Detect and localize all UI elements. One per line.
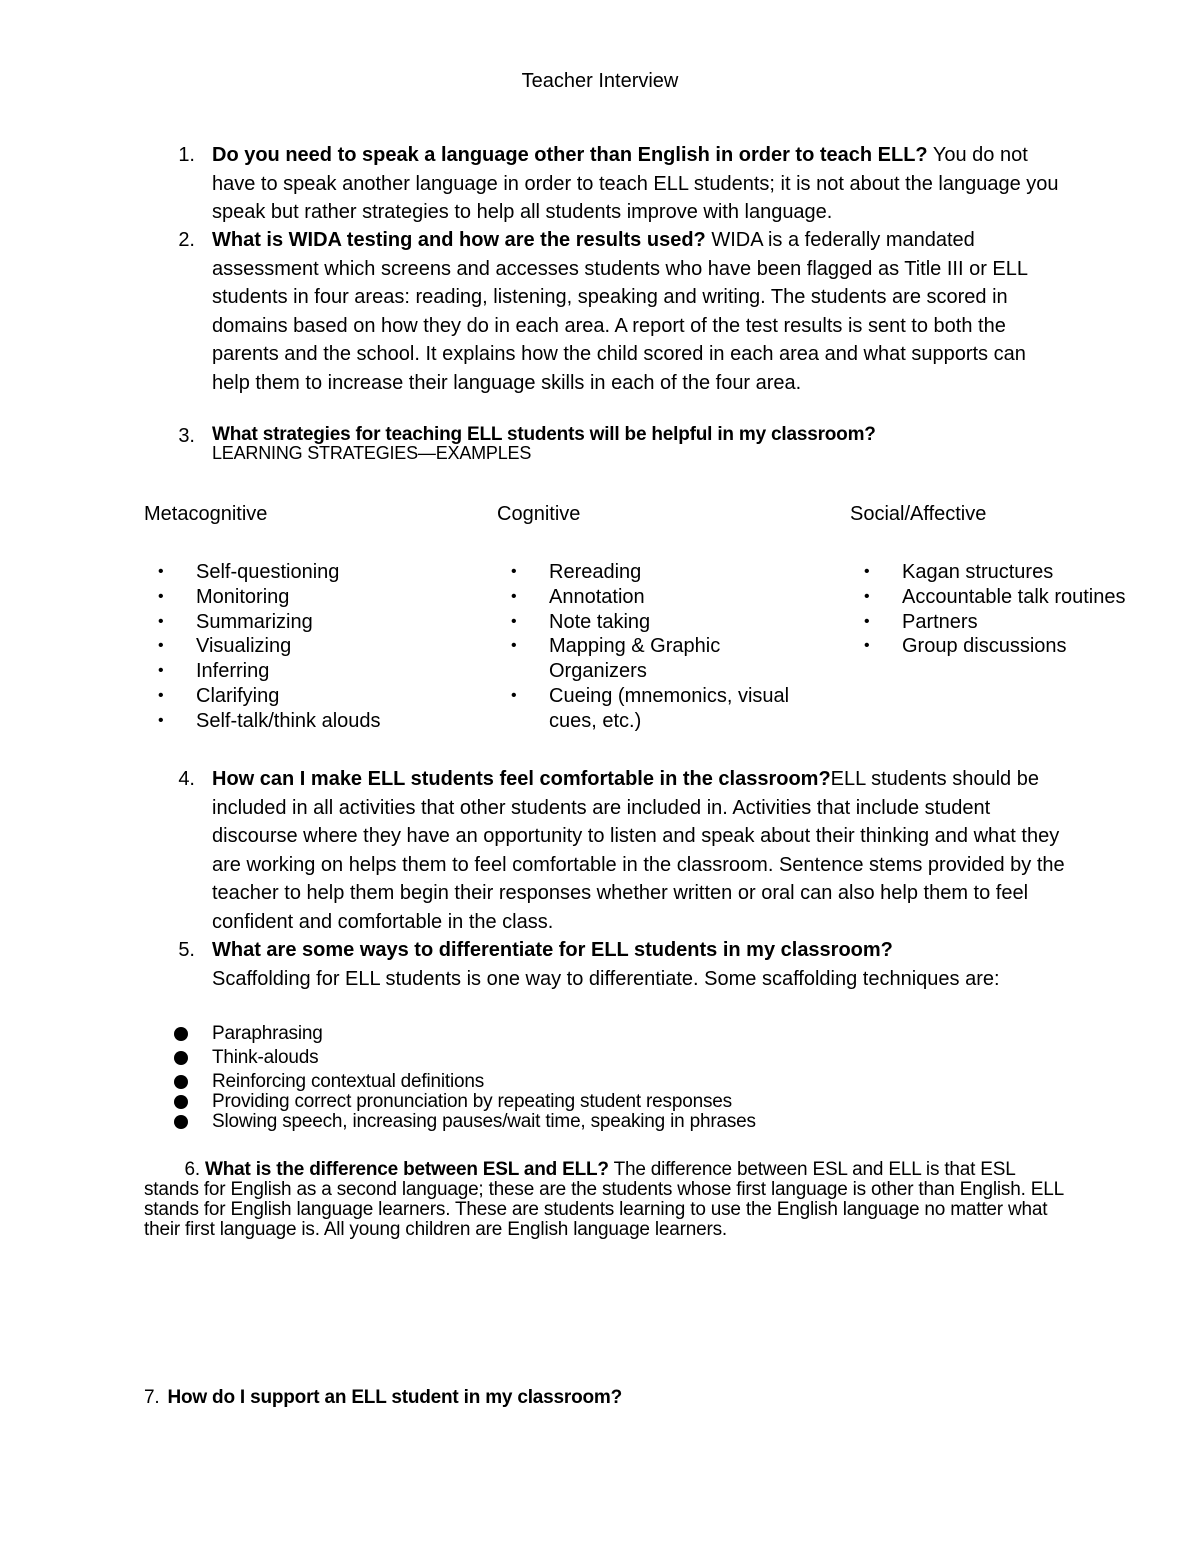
- bullet-icon: •: [158, 711, 164, 729]
- q6-question: What is the difference between ESL and ELL?: [205, 1159, 609, 1180]
- q3-question: What strategies for teaching ELL students will be helpful in my classroom?: [212, 424, 876, 445]
- bullet-icon: [174, 1027, 188, 1041]
- list-item: Slowing speech, increasing pauses/wait time, speaking in phrases: [212, 1112, 1112, 1132]
- list-item: • Note taking: [511, 610, 651, 633]
- page-title: Teacher Interview: [521, 70, 679, 92]
- list-item: • Self-questioning: [158, 561, 340, 583]
- q2-number: 2.: [178, 229, 195, 251]
- cognitive-list: [511, 560, 819, 734]
- list-item: • Rereading: [511, 561, 642, 583]
- q3-subheading: LEARNING STRATEGIES—EXAMPLES: [212, 443, 532, 463]
- bullet-icon: •: [864, 563, 870, 580]
- list-item: • Monitoring: [158, 585, 290, 608]
- bullet-icon: •: [511, 686, 517, 704]
- list-item: • Accountable talk routines: [864, 585, 1126, 608]
- bullet-icon: •: [158, 587, 164, 605]
- list-item: • Inferring: [158, 660, 270, 683]
- q6-answer: The difference between ESL and ELL is that ESL stands for English as a second language; these are the students whose first language is other than English. ELL stands for English language learners. These are students learning to use the English language no matter what their first language is. All young children are English language learners.: [144, 1159, 1064, 1240]
- bullet-icon: •: [158, 686, 164, 704]
- metacognitive-list: [158, 560, 476, 734]
- list-item: • Kagan structures: [864, 561, 1054, 583]
- cognitive-heading: Cognitive: [497, 503, 581, 525]
- q2-question: What is WIDA testing and how are the results used?: [212, 229, 706, 251]
- q6-number: 6.: [184, 1159, 200, 1180]
- list-item: • Cueing (mnemonics, visual cues, etc.): [511, 684, 790, 732]
- q4-number: 4.: [178, 768, 195, 790]
- list-item: • Self-talk/think alouds: [158, 709, 381, 732]
- list-item: Reinforcing contextual definitions: [212, 1072, 1112, 1092]
- bullet-icon: •: [511, 637, 517, 655]
- q5-answer: Scaffolding for ELL students is one way to differentiate. Some scaffolding techniques are:: [212, 967, 1000, 990]
- list-item: • Mapping & Graphic Organizers: [511, 635, 721, 683]
- list-item: Think-alouds: [212, 1048, 1112, 1068]
- q2-block: [212, 226, 1062, 398]
- social-affective-list: [864, 560, 1192, 659]
- q7-number: 7.: [144, 1387, 160, 1408]
- bullet-icon: •: [511, 563, 517, 580]
- bullet-icon: •: [158, 612, 164, 630]
- q5-number: 5.: [178, 939, 195, 961]
- bullet-icon: •: [158, 662, 164, 680]
- list-item: • Partners: [864, 610, 978, 633]
- q5-block: [212, 936, 1042, 993]
- list-item: • Clarifying: [158, 684, 280, 707]
- list-item: • Summarizing: [158, 610, 313, 633]
- q1-answer: You do not have to speak another language in order to teach ELL students; it is not about the language you speak but rather strategies to help all students improve with language.: [212, 144, 1059, 224]
- q7-question: How do I support an ELL student in my classroom?: [167, 1387, 622, 1408]
- q4-block: [212, 765, 1072, 937]
- q2-answer: WIDA is a federally mandated assessment which screens and accesses students who have been flagged as Title III or ELL students in four areas: reading, listening, speaking and writing. The students are scored in domains based on how they do in each area. A report of the test results is sent to both the parents and the school. It explains how the child scored in each area and what supports can help them to increase their language skills in each of the four area.: [212, 229, 1028, 394]
- q4-question: How can I make ELL students feel comfortable in the classroom?: [212, 768, 831, 790]
- q3-number: 3.: [178, 425, 195, 447]
- q6-block: [144, 1160, 1064, 1240]
- metacognitive-heading: Metacognitive: [144, 503, 268, 525]
- q5-question: What are some ways to differentiate for ELL students in my classroom?: [212, 939, 893, 961]
- bullet-icon: •: [511, 587, 517, 605]
- bullet-icon: •: [864, 612, 870, 630]
- q1-number: 1.: [178, 144, 195, 166]
- list-item: Providing correct pronunciation by repeating student responses: [212, 1092, 1112, 1112]
- bullet-icon: [174, 1075, 188, 1089]
- bullet-icon: [174, 1051, 188, 1065]
- bullet-icon: •: [158, 637, 164, 655]
- q1-block: [212, 141, 1062, 227]
- q7-block: [144, 1388, 1064, 1408]
- list-item: • Group discussions: [864, 635, 1067, 658]
- scaffolding-list: [212, 1024, 1112, 1132]
- list-item: • Annotation: [511, 585, 645, 608]
- list-item: Paraphrasing: [212, 1024, 1112, 1044]
- q4-answer: ELL students should be included in all activities that other students are included in. Activities that include student discourse where they have an opportunity to listen and speak about their thinking and what they are working on helps them to feel comfortable in the classroom. Sentence stems provided by the teacher to help them begin their responses whether written or oral can also help them to feel confident and comfortable in the class.: [212, 768, 1065, 933]
- bullet-icon: •: [864, 637, 870, 655]
- bullet-icon: [174, 1095, 188, 1109]
- list-item: • Visualizing: [158, 635, 292, 658]
- social-affective-heading: Social/Affective: [850, 503, 987, 525]
- q1-question: Do you need to speak a language other than English in order to teach ELL?: [212, 144, 928, 166]
- bullet-icon: •: [864, 587, 870, 605]
- bullet-icon: [174, 1115, 188, 1129]
- bullet-icon: •: [158, 563, 164, 580]
- bullet-icon: •: [511, 612, 517, 630]
